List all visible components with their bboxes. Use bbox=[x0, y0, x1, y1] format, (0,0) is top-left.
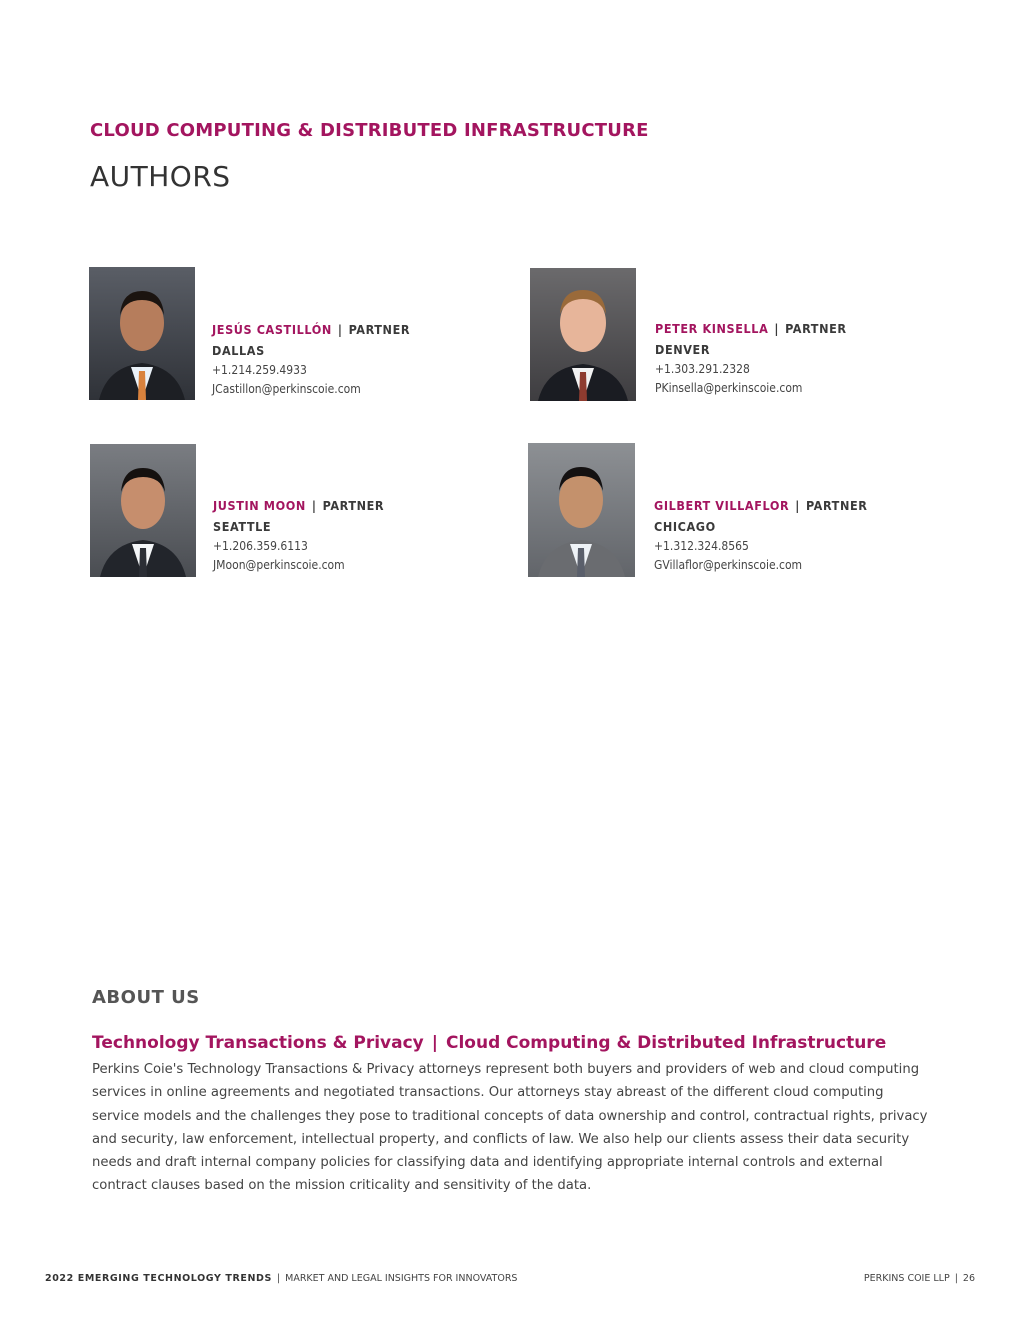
section-kicker: CLOUD COMPUTING & DISTRIBUTED INFRASTRUCTURE bbox=[90, 120, 649, 141]
separator: | bbox=[774, 321, 780, 336]
author-phone: +1.303.291.2328 bbox=[655, 362, 750, 376]
footer-firm: PERKINS COIE LLP bbox=[863, 1273, 950, 1284]
about-body: Perkins Coie's Technology Transactions & Privacy attorneys represent both buyers and providers of web and cloud computing services in online agreements and negotiated transactions. Our attorneys stay abreast of the different cloud computing service models and the challenges they pose to traditional concepts of data ownership and control, contractual rights, privacy and security, law enforcement, intellectual property, and conflicts of law. We also help our clients assess their data security needs and draft internal company policies for classifying data and identifying appropriate internal controls and external contract clauses based on the mission criticality and sensitivity of the data. bbox=[92, 1062, 928, 1194]
author-role: PARTNER bbox=[348, 322, 411, 337]
author-email[interactable]: GVillaflor@perkinscoie.com bbox=[654, 558, 803, 572]
author-role: PARTNER bbox=[322, 498, 385, 513]
author-city: DALLAS bbox=[212, 343, 265, 358]
author-name: JESÚS CASTILLÓN bbox=[212, 322, 332, 337]
footer-subtitle: MARKET AND LEGAL INSIGHTS FOR INNOVATORS bbox=[285, 1273, 518, 1284]
author-phone: +1.206.359.6113 bbox=[213, 539, 308, 553]
author-phone: +1.214.259.4933 bbox=[212, 363, 307, 377]
author-photo bbox=[530, 268, 636, 401]
about-title: ABOUT US bbox=[92, 987, 200, 1008]
practice-link[interactable]: Technology Transactions & Privacy bbox=[92, 1033, 424, 1053]
page-title: AUTHORS bbox=[90, 160, 231, 193]
author-role: PARTNER bbox=[805, 498, 868, 513]
separator: | bbox=[795, 498, 800, 513]
author-name: GILBERT VILLAFLOR bbox=[654, 498, 790, 513]
author-role: PARTNER bbox=[785, 321, 847, 336]
author-city: DENVER bbox=[655, 342, 711, 357]
author-email[interactable]: PKinsella@perkinscoie.com bbox=[655, 381, 803, 395]
practice-line bbox=[92, 1033, 886, 1053]
author-email[interactable]: JCastillon@perkinscoie.com bbox=[212, 382, 361, 396]
author-phone: +1.312.324.8565 bbox=[654, 539, 749, 553]
separator: | bbox=[311, 498, 317, 513]
separator: | bbox=[337, 322, 343, 337]
author-photo bbox=[89, 267, 195, 400]
author-name-line bbox=[654, 498, 868, 513]
author-name: JUSTIN MOON bbox=[213, 498, 306, 513]
author-name-line bbox=[655, 321, 847, 336]
author-city: CHICAGO bbox=[654, 519, 716, 534]
page-number: 26 bbox=[962, 1273, 975, 1284]
separator: | bbox=[431, 1033, 438, 1053]
author-name: PETER KINSELLA bbox=[655, 321, 769, 336]
footer-publication: 2022 EMERGING TECHNOLOGY TRENDS bbox=[45, 1273, 272, 1284]
author-photo bbox=[90, 444, 196, 577]
author-name-line bbox=[212, 322, 410, 337]
practice-link[interactable]: Cloud Computing & Distributed Infrastructure bbox=[445, 1033, 887, 1053]
footer-left bbox=[45, 1273, 517, 1284]
author-name-line bbox=[213, 498, 384, 513]
separator: | bbox=[954, 1273, 958, 1284]
author-city: SEATTLE bbox=[213, 519, 272, 534]
footer-right bbox=[864, 1273, 975, 1284]
author-email[interactable]: JMoon@perkinscoie.com bbox=[213, 558, 345, 572]
author-photo bbox=[528, 443, 635, 577]
separator: | bbox=[276, 1273, 281, 1284]
